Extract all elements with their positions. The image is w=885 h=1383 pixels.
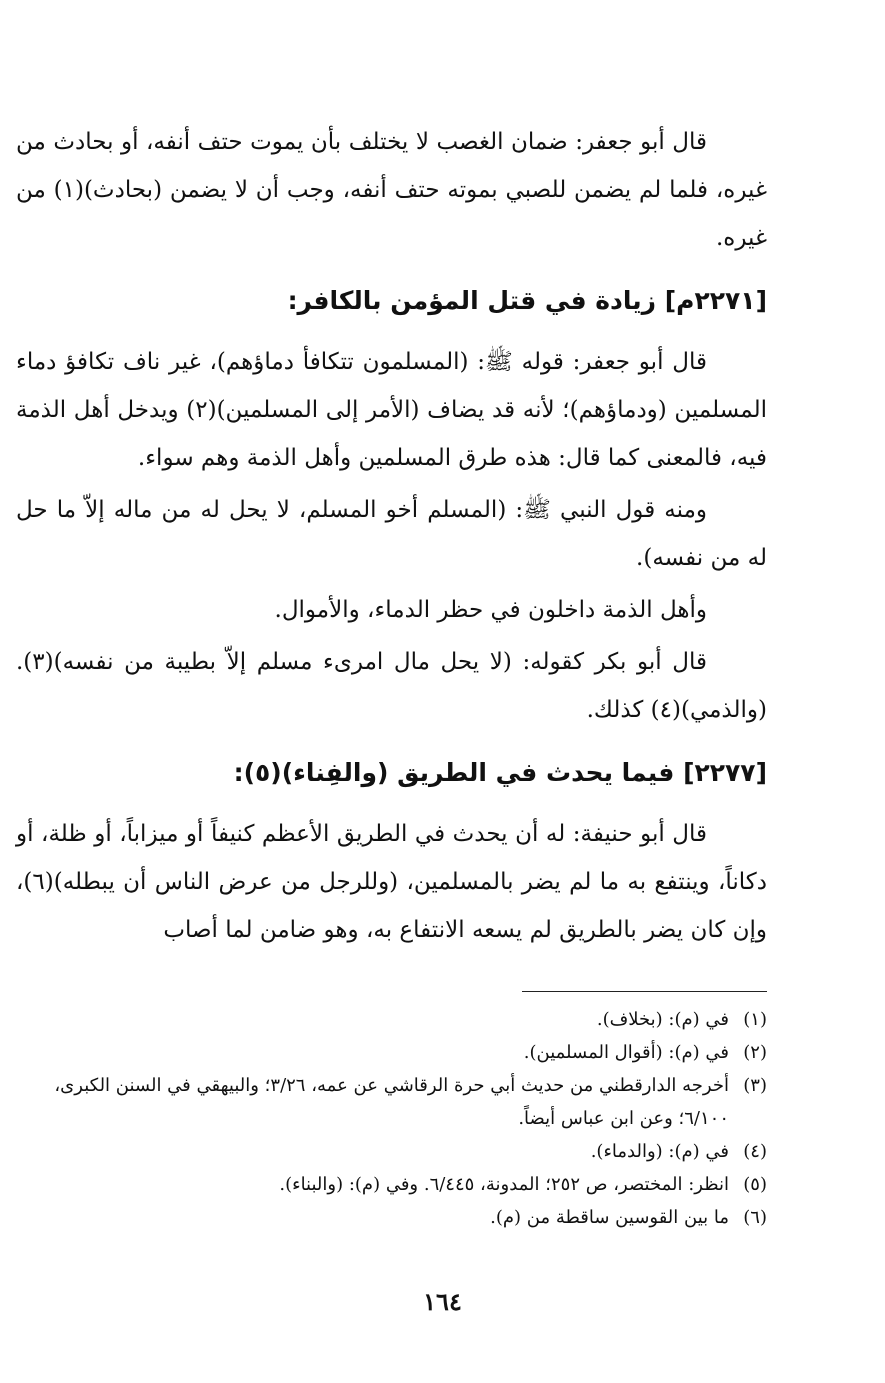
footnotes [16,1003,767,1234]
paragraph-1: قال أبو جعفر: ضمان الغصب لا يختلف بأن يموت حتف أنفه، أو بحادث من غيره، فلما لم يضمن للصبي بموته حتف أنفه، وجب أن لا يضمن (بحادث)(١) من غيره. [16,129,767,251]
footnote-number: (٤) [743,1141,767,1162]
paragraph-3: ومنه قول النبي ﷺ: (المسلم أخو المسلم، لا يحل له من ماله إلاّ ما حل له من نفسه). [16,497,767,571]
footnote-item [16,1135,767,1168]
paragraph-6: قال أبو حنيفة: له أن يحدث في الطريق الأعظم كنيفاً أو ميزاباً، أو ظلة، أو دكاناً، وينتفع به ما لم يضر بالمسلمين، (وللرجل من عرض الناس أن يبطله)(٦)، وإن كان يضر بالطريق لم يسعه الانتفاع به، وهو ضامن لما أصاب [16,821,767,943]
footnote-text: ما بين القوسين ساقطة من (م). [490,1207,729,1228]
footnote-text: في (م): (والدماء). [590,1141,729,1162]
footnote-number: (٣) [743,1075,767,1096]
footnote-item [16,1036,767,1069]
paragraph-5: قال أبو بكر كقوله: (لا يحل مال امرىء مسلم إلاّ بطيبة من نفسه)(٣). (والذمي)(٤) كذلك. [16,649,767,723]
paragraph-4: وأهل الذمة داخلون في حظر الدماء، والأموال. [274,597,707,623]
footnote-number: (٥) [743,1174,767,1195]
footnote-number: (٦) [743,1207,767,1228]
section-heading-2277: [٢٢٧٧] فيما يحدث في الطريق (والفِناء)(٥): [233,758,767,787]
footnote-item [16,1003,767,1036]
footnote-item [16,1168,767,1201]
footnote-text: انظر: المختصر، ص ٢٥٢؛ المدونة، ٦/٤٤٥. وفي (م): (والبناء). [279,1174,729,1195]
footnote-divider [522,991,767,992]
footnote-number: (١) [743,1009,767,1030]
footnote-text: في (م): (أقوال المسلمين). [523,1042,729,1063]
footnote-number: (٢) [743,1042,767,1063]
section-heading-2271m: [٢٢٧١م] زيادة في قتل المؤمن بالكافر: [287,286,767,315]
footnote-item [16,1069,767,1135]
paragraph-2: قال أبو جعفر: قوله ﷺ: (المسلمون تتكافأ دماؤهم)، غير ناف تكافؤ دماء المسلمين (ودماؤهم)؛ لأنه قد يضاف (الأمر إلى المسلمين)(٢) ويدخل أهل الذمة فيه، فالمعنى كما قال: هذه طرق المسلمين وأهل الذمة وهم سواء. [16,349,768,471]
footnote-text: أخرجه الدارقطني من حديث أبي حرة الرقاشي عن عمه، ٣/٢٦؛ والبيهقي في السنن الكبرى، ٦/١٠٠؛ وعن ابن عباس أيضاً. [54,1075,729,1129]
footnote-text: في (م): (بخلاف). [596,1009,729,1030]
page-number: ١٦٤ [423,1287,462,1316]
footnote-item [16,1201,767,1234]
